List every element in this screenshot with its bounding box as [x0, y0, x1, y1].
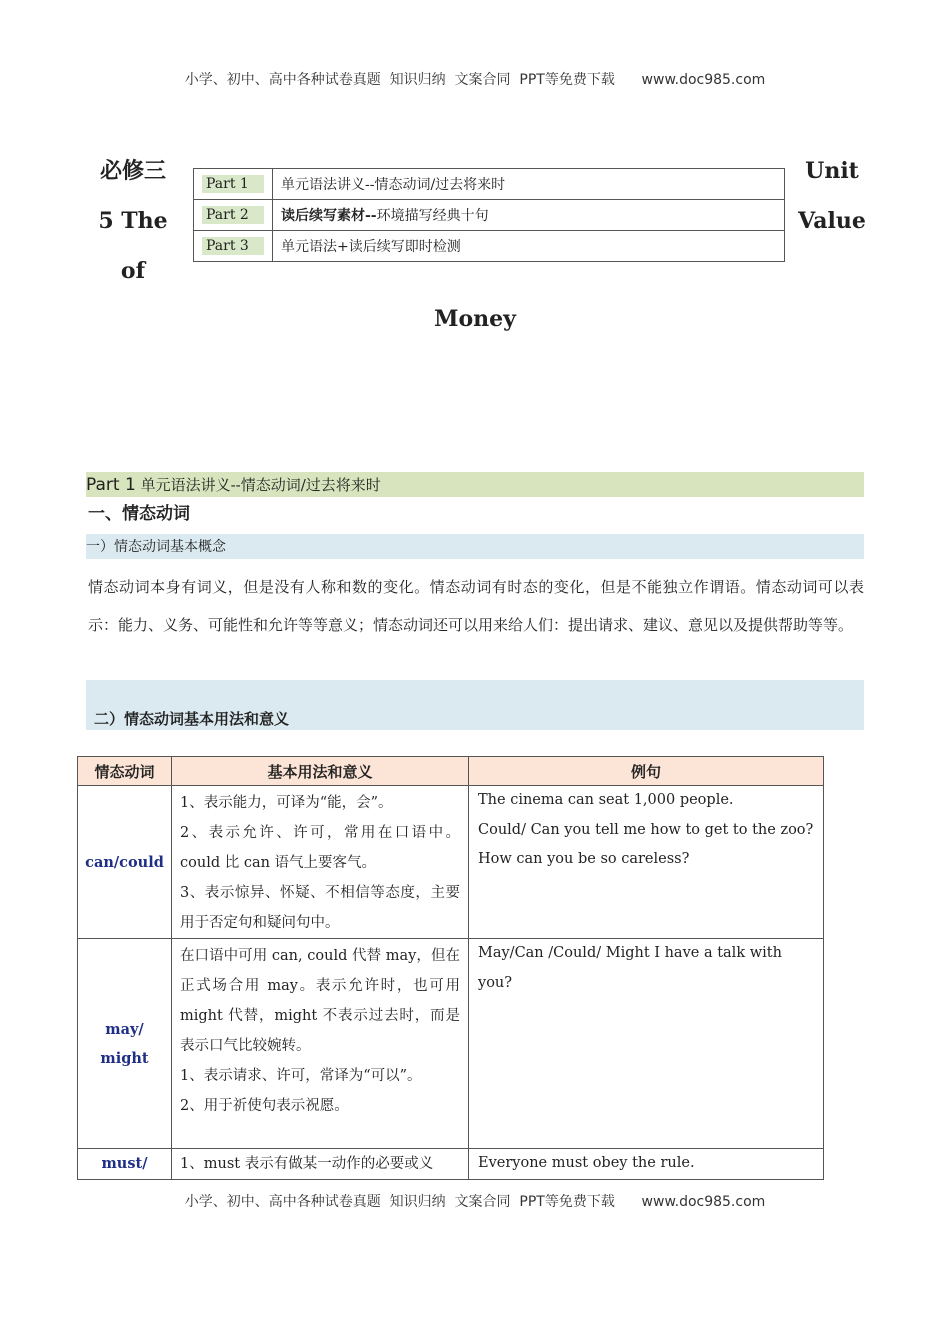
usage-line: 在口语中可用 can, could 代替 may，但在正式场合用 may。表示允许时，也可用 might 代替，might 不表示过去时，而是表示口气比较婉转。	[180, 948, 460, 1054]
toc-part-cell	[194, 200, 273, 231]
usage-line: 2、表示允许、许可，常用在口语中。could 比 can 语气上要客气。	[180, 825, 460, 871]
table-header-cell: 情态动词	[78, 757, 172, 786]
example-cell	[469, 1149, 824, 1180]
usage-line: 1、must 表示有做某一动作的必要或义	[180, 1156, 434, 1172]
table-row	[78, 1149, 824, 1180]
sub1-paragraph: 情态动词本身有词义，但是没有人称和数的变化。情态动词有时态的变化，但是不能独立作谓语。情态动词可以表示：能力、义务、可能性和允许等等意义；情态动词还可以用来给人们：提出请求、建议、意见以及提供帮助等等。	[88, 578, 864, 634]
verb-line: may/	[105, 1020, 144, 1038]
verb-cell	[78, 1149, 172, 1180]
verb-line: might	[100, 1049, 149, 1067]
usage-cell	[172, 786, 469, 939]
example-line: The cinema can seat 1,000 people.	[478, 792, 734, 808]
footer-site: www.doc985.com	[641, 1194, 766, 1210]
usage-line: 2、用于祈使句表示祝愿。	[180, 1098, 349, 1114]
table-row	[78, 939, 824, 1149]
title-left-line: 必修三	[99, 158, 166, 184]
usage-line: 1、表示能力，可译为“能，会”。	[180, 795, 393, 811]
title-left-line: of	[120, 258, 146, 284]
table-header-cell: 基本用法和意义	[172, 757, 469, 786]
toc-desc-cell	[273, 200, 785, 231]
toc-desc: 单元语法讲义--情态动词/过去将来时	[281, 177, 506, 193]
title-right-line: Unit	[805, 158, 859, 184]
modal-verb-table	[77, 756, 824, 1180]
toc-desc: 单元语法+读后续写即时检测	[281, 239, 461, 255]
table-header-cell: 例句	[469, 757, 824, 786]
toc-part-cell	[194, 169, 273, 200]
title-left-line: 5 The	[98, 208, 168, 234]
example-line: Could/ Can you tell me how to get to the zoo?	[478, 821, 814, 838]
title-left	[88, 146, 178, 296]
example-line: How can you be so careless?	[478, 851, 690, 867]
verb-cell	[78, 786, 172, 939]
page-header	[0, 69, 950, 89]
header-text: 小学、初中、高中各种试卷真题 知识归纳 文案合同 PPT等免费下载	[184, 72, 615, 88]
verb-line: must/	[101, 1155, 148, 1172]
section1-heading: 一、情态动词	[88, 504, 190, 524]
example-cell	[469, 939, 824, 1149]
example-line: May/Can /Could/ Might I have a talk with you?	[478, 945, 782, 991]
example-cell	[469, 786, 824, 939]
toc-desc-bold: 读后续写素材--	[281, 208, 377, 224]
toc-row	[194, 231, 785, 262]
toc-desc: 环境描写经典十句	[376, 208, 489, 224]
toc-row	[194, 200, 785, 231]
usage-line: 3、表示惊异、怀疑、不相信等态度，主要用于否定句和疑问句中。	[180, 885, 460, 931]
toc-part-label: Part 2	[202, 206, 264, 224]
title-right-line: Value	[798, 208, 866, 234]
sub2-heading: 二）情态动词基本用法和意义	[94, 710, 290, 728]
usage-line: 1、表示请求、许可，常译为“可以”。	[180, 1068, 422, 1084]
sub1-heading-bar	[86, 534, 864, 559]
usage-cell	[172, 1149, 469, 1180]
part1-title: 单元语法讲义--情态动词/过去将来时	[140, 476, 381, 494]
table-row	[78, 786, 824, 939]
toc-part-label: Part 1	[202, 175, 264, 193]
sub1-heading: 一）情态动词基本概念	[86, 539, 226, 555]
usage-cell	[172, 939, 469, 1149]
toc-desc-cell	[273, 169, 785, 200]
toc-table	[193, 168, 785, 262]
part1-label: Part 1	[86, 475, 136, 495]
footer-text: 小学、初中、高中各种试卷真题 知识归纳 文案合同 PPT等免费下载	[184, 1194, 615, 1210]
part1-bar	[86, 472, 864, 497]
toc-part-label: Part 3	[202, 237, 264, 255]
title-right	[795, 146, 869, 246]
sub2-heading-bar	[86, 680, 864, 730]
verb-cell	[78, 939, 172, 1149]
toc-row	[194, 169, 785, 200]
example-line: Everyone must obey the rule.	[478, 1155, 695, 1171]
toc-desc-cell	[273, 231, 785, 262]
page-footer	[0, 1191, 950, 1211]
title-bottom: Money	[434, 306, 516, 332]
verb-line: can/could	[85, 853, 164, 871]
table-header-row	[78, 757, 824, 786]
toc-part-cell	[194, 231, 273, 262]
header-site: www.doc985.com	[641, 72, 766, 88]
